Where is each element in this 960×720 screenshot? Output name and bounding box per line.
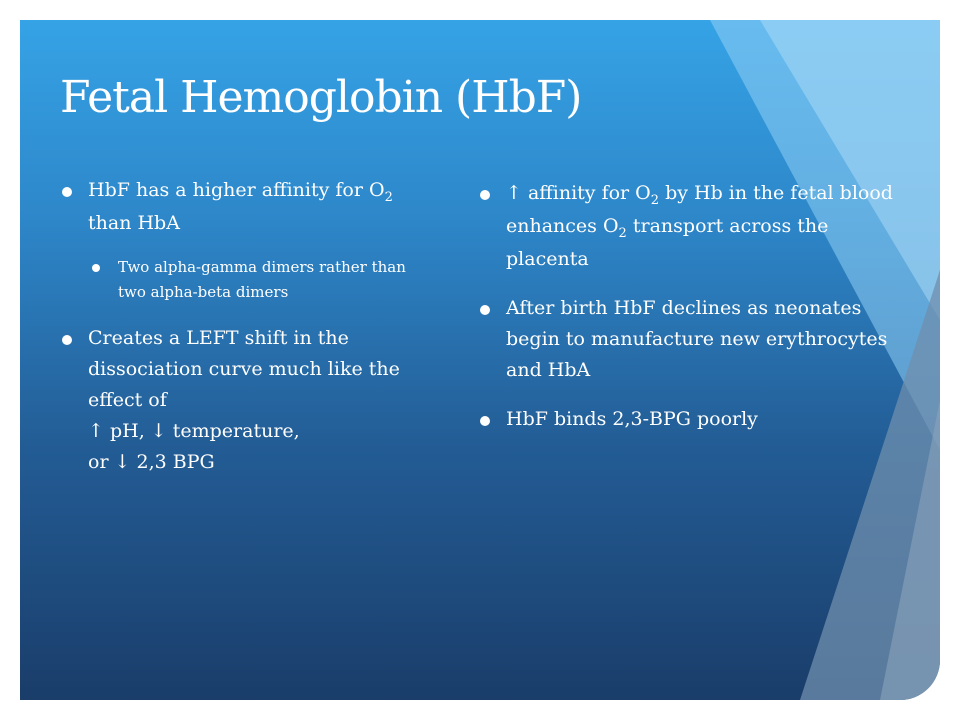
bullet-item (480, 293, 910, 386)
slide-title: Fetal Hemoglobin (HbF) (60, 72, 582, 123)
bullet-text: After birth HbF declines as neonates begin to manufacture new erythrocytes and HbA (506, 297, 888, 381)
subscript-text: 2 (618, 226, 627, 241)
bullet-dot-icon (480, 416, 490, 426)
bullet-dot-icon (92, 264, 100, 272)
bullet-text: Creates a LEFT shift in the dissociation curve much like the effect of (88, 327, 400, 411)
subscript-text: 2 (650, 193, 660, 208)
slide (20, 20, 940, 700)
bullet-text: HbF binds 2,3-BPG poorly (506, 408, 758, 430)
bullet-text: transport across the placenta (506, 215, 829, 270)
bullet-item (480, 178, 910, 275)
sub-bullet-text: Two alpha-gamma dimers rather than two alpha-beta dimers (118, 258, 406, 301)
bullet-dot-icon (480, 305, 490, 315)
bullet-dot-icon (62, 335, 72, 345)
right-column (480, 178, 910, 453)
bullet-text: HbF has a higher affinity for O (88, 179, 385, 201)
bullet-text-tail: than HbA (88, 212, 180, 234)
bullet-text: ↑ affinity for O (506, 182, 651, 204)
bullet-text: by Hb in the fetal blood enhances O (506, 182, 893, 237)
bullet-text-line: ↑ pH, ↓ temperature, (88, 420, 300, 442)
bullet-text-line: or ↓ 2,3 BPG (88, 451, 215, 473)
bullet-dot-icon (62, 187, 72, 197)
bullet-list-left (62, 175, 432, 478)
bullet-item (480, 404, 910, 435)
bullet-item (62, 323, 432, 478)
subscript-text: 2 (384, 190, 393, 205)
bullet-dot-icon (480, 190, 490, 200)
bullet-list-right (480, 178, 910, 435)
sub-bullet-item (62, 255, 432, 305)
bullet-item (62, 175, 432, 239)
left-column (62, 175, 432, 496)
